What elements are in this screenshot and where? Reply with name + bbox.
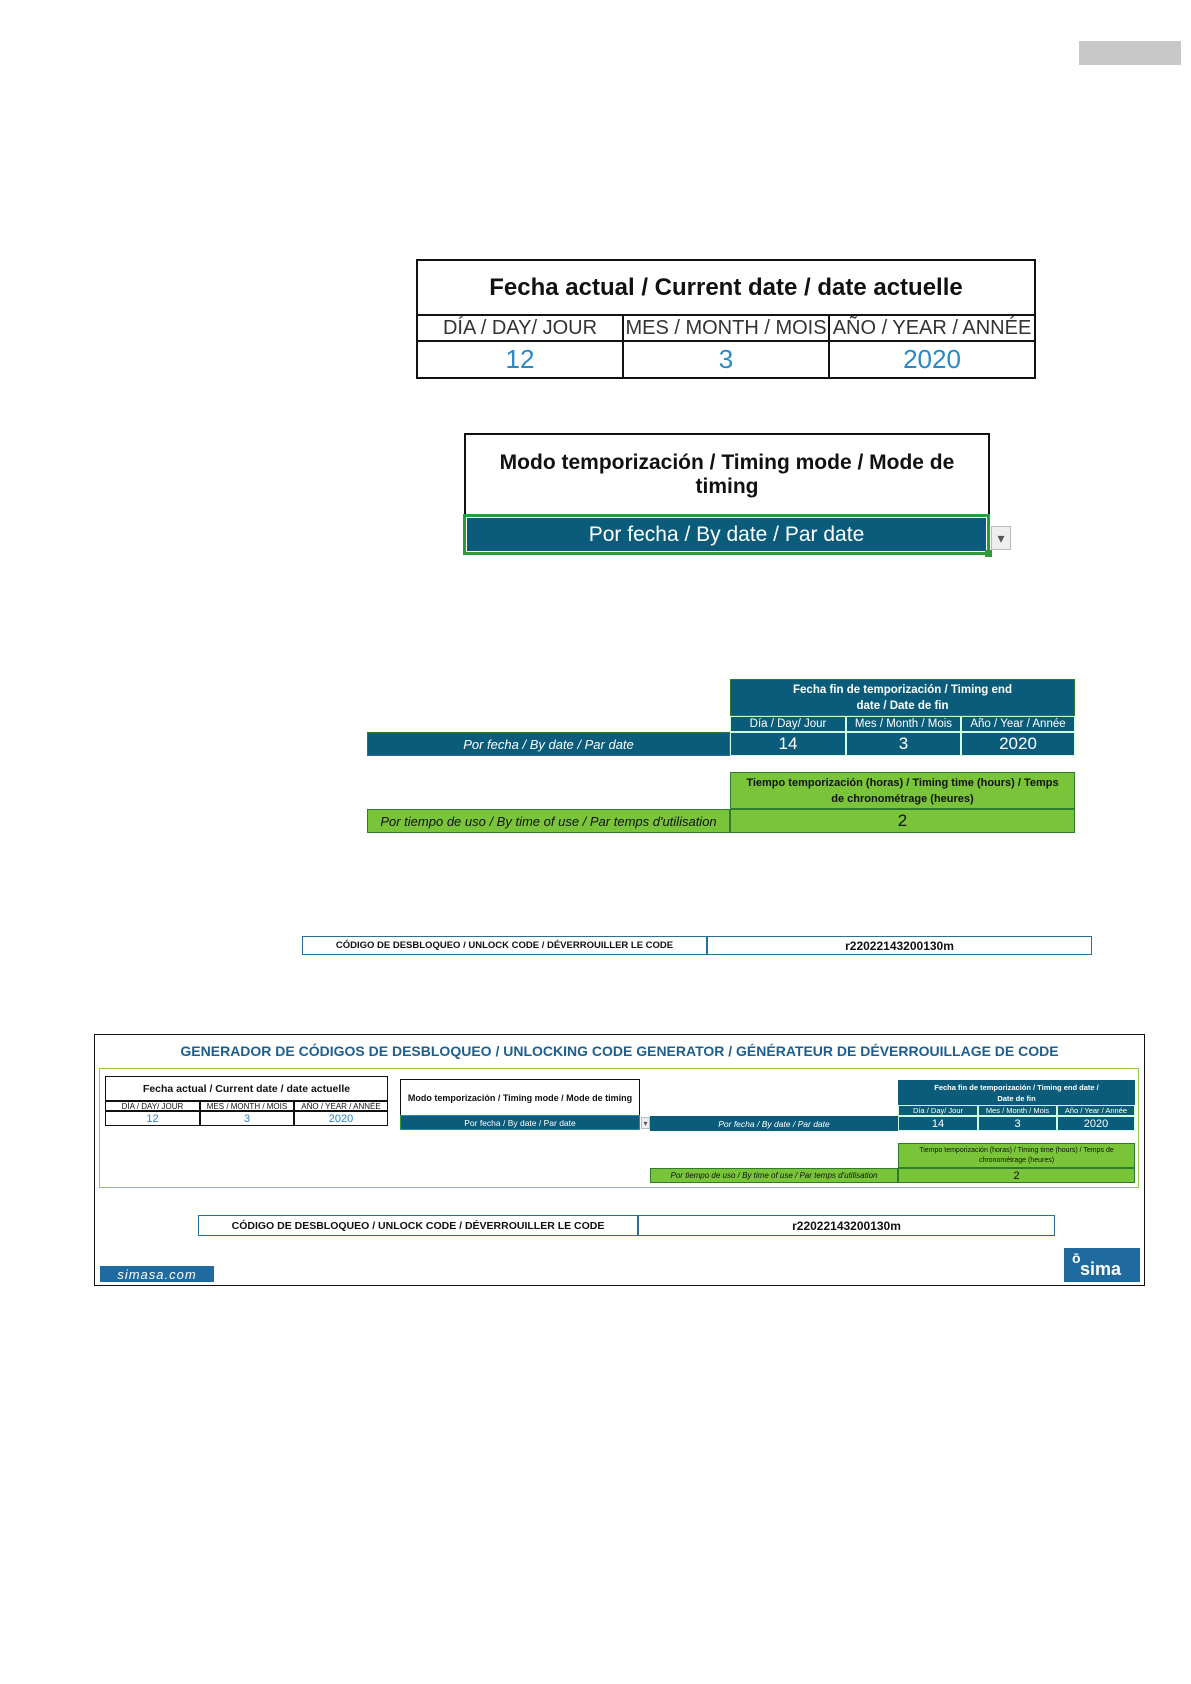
- header-tag: [1079, 41, 1181, 65]
- mini-by-time-row-label[interactable]: Por tiempo de uso / By time of use / Par temps d'utilisation: [650, 1168, 898, 1183]
- mini-end-date-year-label: Año / Year / Année: [1057, 1105, 1135, 1116]
- mini-timing-time-input[interactable]: 2: [898, 1168, 1135, 1183]
- timing-mode-title: Modo temporización / Timing mode / Mode de timing: [464, 433, 990, 515]
- mini-end-date-header: Fecha fin de temporización / Timing end date / Date de fin: [898, 1080, 1135, 1105]
- mini-by-date-row-label[interactable]: Por fecha / By date / Par date: [650, 1116, 898, 1131]
- mini-month-input[interactable]: 3: [200, 1111, 294, 1126]
- mini-timing-time-header: Tiempo temporización (horas) / Timing time (hours) / Temps de chronométrage (heures): [898, 1143, 1135, 1168]
- mini-year-label: AÑO / YEAR / ANNÉE: [294, 1101, 388, 1111]
- selection-handle: [985, 550, 992, 557]
- mini-end-date-day-label: Día / Day/ Jour: [898, 1105, 978, 1116]
- end-date-day-label: Día / Day/ Jour: [730, 716, 846, 732]
- end-date-year-label: Año / Year / Année: [961, 716, 1075, 732]
- timing-time-input[interactable]: 2: [730, 809, 1075, 833]
- mini-end-date-year-input[interactable]: 2020: [1057, 1116, 1135, 1131]
- current-date-month-input[interactable]: 3: [622, 340, 830, 379]
- chevron-down-icon[interactable]: ▾: [991, 526, 1011, 550]
- current-date-title: Fecha actual / Current date / date actuelle: [416, 259, 1036, 316]
- unlock-code-label: CÓDIGO DE DESBLOQUEO / UNLOCK CODE / DÉVERROUILLER LE CODE: [302, 936, 707, 955]
- by-date-row-label[interactable]: Por fecha / By date / Par date: [367, 732, 730, 756]
- mini-timing-mode-select[interactable]: Por fecha / By date / Par date: [400, 1115, 640, 1130]
- timing-mode-select[interactable]: Por fecha / By date / Par date: [463, 514, 990, 555]
- mini-end-date-month-label: Mes / Month / Mois: [978, 1105, 1057, 1116]
- mini-chevron-down-icon[interactable]: ▾: [641, 1117, 650, 1129]
- timing-time-header: Tiempo temporización (horas) / Timing time (hours) / Temps de chronométrage (heures): [730, 772, 1075, 809]
- current-date-month-label: MES / MONTH / MOIS: [622, 314, 830, 342]
- unlock-code-value[interactable]: r22022143200130m: [707, 936, 1092, 955]
- mini-end-date-day-input[interactable]: 14: [898, 1116, 978, 1131]
- current-date-day-label: DÍA / DAY/ JOUR: [416, 314, 624, 342]
- end-date-month-input[interactable]: 3: [846, 732, 961, 756]
- mini-day-input[interactable]: 12: [105, 1111, 200, 1126]
- mini-current-date-title: Fecha actual / Current date / date actuelle: [105, 1076, 388, 1101]
- by-time-row-label[interactable]: Por tiempo de uso / By time of use / Par temps d'utilisation: [367, 809, 730, 833]
- sima-logo-text: sima: [1080, 1259, 1122, 1279]
- end-date-header: Fecha fin de temporización / Timing end date / Date de fin: [730, 679, 1075, 716]
- mini-day-label: DÍA / DAY/ JOUR: [105, 1101, 200, 1111]
- sima-logo-mark-icon: ō: [1072, 1250, 1081, 1266]
- end-date-day-input[interactable]: 14: [730, 732, 846, 756]
- mini-end-date-month-input[interactable]: 3: [978, 1116, 1057, 1131]
- sima-logo: [1064, 1248, 1140, 1282]
- mini-timing-mode-title: Modo temporización / Timing mode / Mode de timing: [400, 1079, 640, 1115]
- simasa-logo[interactable]: simasa.com: [100, 1266, 214, 1282]
- generator-title: GENERADOR DE CÓDIGOS DE DESBLOQUEO / UNLOCKING CODE GENERATOR / GÉNÉRATEUR DE DÉVERROUILLAGE DE CODE: [180, 1043, 1059, 1059]
- end-date-year-input[interactable]: 2020: [961, 732, 1075, 756]
- mini-unlock-code-label: CÓDIGO DE DESBLOQUEO / UNLOCK CODE / DÉVERROUILLER LE CODE: [198, 1215, 638, 1236]
- current-date-day-input[interactable]: 12: [416, 340, 624, 379]
- current-date-year-input[interactable]: 2020: [828, 340, 1036, 379]
- current-date-year-label: AÑO / YEAR / ANNÉE: [828, 314, 1036, 342]
- end-date-month-label: Mes / Month / Mois: [846, 716, 961, 732]
- mini-unlock-code-value[interactable]: r22022143200130m: [638, 1215, 1055, 1236]
- mini-year-input[interactable]: 2020: [294, 1111, 388, 1126]
- mini-month-label: MES / MONTH / MOIS: [200, 1101, 294, 1111]
